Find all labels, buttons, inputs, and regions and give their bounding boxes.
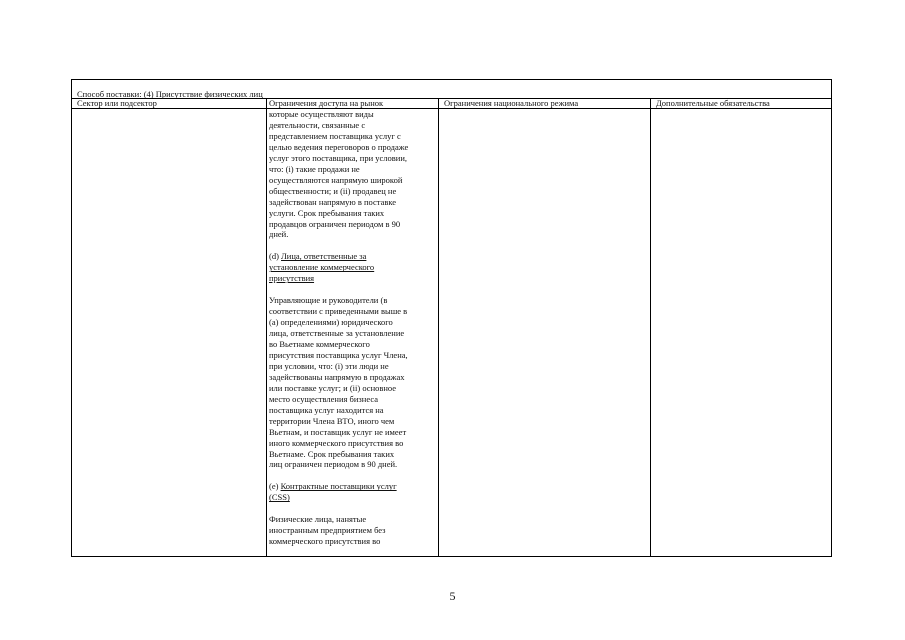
line-text: которые осуществляют виды	[269, 109, 374, 119]
line-text: услуг этого поставщика, при условии,	[269, 152, 408, 163]
text-line	[269, 492, 436, 503]
text-line	[269, 186, 436, 197]
line-text: общественности; и (ii) продавец не	[269, 185, 397, 196]
text-line	[269, 383, 436, 394]
market-access-paragraph-1	[269, 109, 436, 240]
text-line	[269, 109, 436, 120]
line-text: Вьетнаме. Срок пребывания таких	[269, 448, 395, 459]
line-text: продавцов ограничен периодом в 90	[269, 218, 401, 229]
line-text: осуществляются напрямую широкой	[269, 174, 403, 185]
heading-prefix: (d)	[269, 251, 282, 262]
text-line	[269, 525, 436, 536]
text-line	[269, 262, 436, 273]
heading-prefix: (e)	[269, 481, 281, 492]
text-line	[269, 251, 436, 262]
line-text: установление коммерческого	[269, 262, 375, 273]
header-additional-commitments: Дополнительные обязательства	[656, 98, 770, 108]
text-line	[269, 120, 436, 131]
text-line	[269, 459, 436, 470]
text-line	[269, 142, 436, 153]
text-line	[269, 339, 436, 350]
heading-e	[269, 481, 436, 503]
line-text: лиц ограничен периодом в 90 дней.	[269, 459, 398, 470]
line-text: во Вьетнаме коммерческого	[269, 338, 370, 349]
text-line	[269, 295, 436, 306]
line-text: задействованы напрямую в продажах	[269, 371, 405, 382]
text-line	[269, 175, 436, 186]
line-text: поставщика услуг находится на	[269, 404, 384, 415]
text-line	[269, 131, 436, 142]
text-line	[269, 514, 436, 525]
market-access-cell	[267, 109, 439, 556]
line-text: представлением поставщика услуг с	[269, 130, 401, 141]
line-text: Физические лица, нанятые	[269, 514, 367, 525]
line-text: территории Члена ВТО, иного чем	[269, 415, 395, 426]
market-access-paragraph-2	[269, 295, 436, 470]
text-line	[269, 164, 436, 175]
schedule-table	[71, 79, 832, 557]
text-line	[269, 328, 436, 339]
text-line	[269, 273, 436, 284]
sector-cell	[72, 109, 267, 556]
header-national-treatment: Ограничения национального режима	[439, 99, 651, 108]
text-line	[269, 449, 436, 460]
text-line	[269, 361, 436, 372]
heading-d	[269, 251, 436, 284]
line-text: или поставке услуг; и (ii) основное	[269, 382, 397, 393]
line-text: целью ведения переговоров о продаже	[269, 141, 409, 152]
text-line	[269, 416, 436, 427]
text-line	[269, 219, 436, 230]
line-text: задействован напрямую в поставке	[269, 196, 397, 207]
line-text: услуги. Срок пребывания таких	[269, 207, 385, 218]
text-line	[269, 306, 436, 317]
page-number: 5	[449, 589, 456, 603]
line-text: (a) определениями) юридического	[269, 317, 393, 328]
text-line	[269, 208, 436, 219]
line-text: место осуществления бизнеса	[269, 393, 378, 404]
header-sector: Сектор или подсектор	[72, 99, 267, 108]
line-text: иного коммерческого присутствия во	[269, 437, 404, 448]
table-header-row	[72, 99, 831, 109]
line-text: присутствия	[269, 273, 315, 284]
text-line	[269, 481, 436, 492]
text-line	[269, 372, 436, 383]
text-line	[269, 405, 436, 416]
text-line	[269, 317, 436, 328]
additional-commitments-cell	[651, 109, 831, 556]
line-text: коммерческого присутствия во	[269, 536, 381, 547]
national-treatment-cell	[439, 109, 651, 556]
text-line	[269, 153, 436, 164]
line-text: дней.	[269, 229, 289, 240]
text-line	[269, 197, 436, 208]
market-access-paragraph-3	[269, 514, 436, 547]
line-text: Вьетнам, и поставщик услуг не имеет	[269, 426, 407, 437]
line-text: присутствия поставщика услуг Члена,	[269, 349, 408, 360]
text-line	[269, 427, 436, 438]
supply-mode-caption: Способ поставки: (4) Присутствие физических лиц	[72, 80, 831, 99]
line-text: соответствии с приведенными выше в	[269, 306, 408, 317]
header-market-access: Ограничения доступа на рынок	[267, 99, 439, 108]
line-text: Контрактные поставщики услуг	[280, 481, 397, 492]
text-line	[269, 394, 436, 405]
line-text: Лица, ответственные за	[281, 251, 367, 262]
table-body-row	[72, 109, 831, 556]
text-line	[269, 229, 436, 240]
line-text: иностранным предприятием без	[269, 525, 386, 536]
line-text: что: (i) такие продажи не	[269, 163, 360, 174]
line-text: деятельности, связанные с	[269, 119, 366, 130]
line-text: при условии, что: (i) эти люди не	[269, 360, 389, 371]
line-text: лица, ответственные за установление	[269, 328, 405, 339]
line-text: Управляющие и руководители (в	[269, 295, 388, 306]
text-line	[269, 438, 436, 449]
line-text: (CSS)	[269, 492, 290, 503]
text-line	[269, 350, 436, 361]
text-line	[269, 536, 436, 547]
